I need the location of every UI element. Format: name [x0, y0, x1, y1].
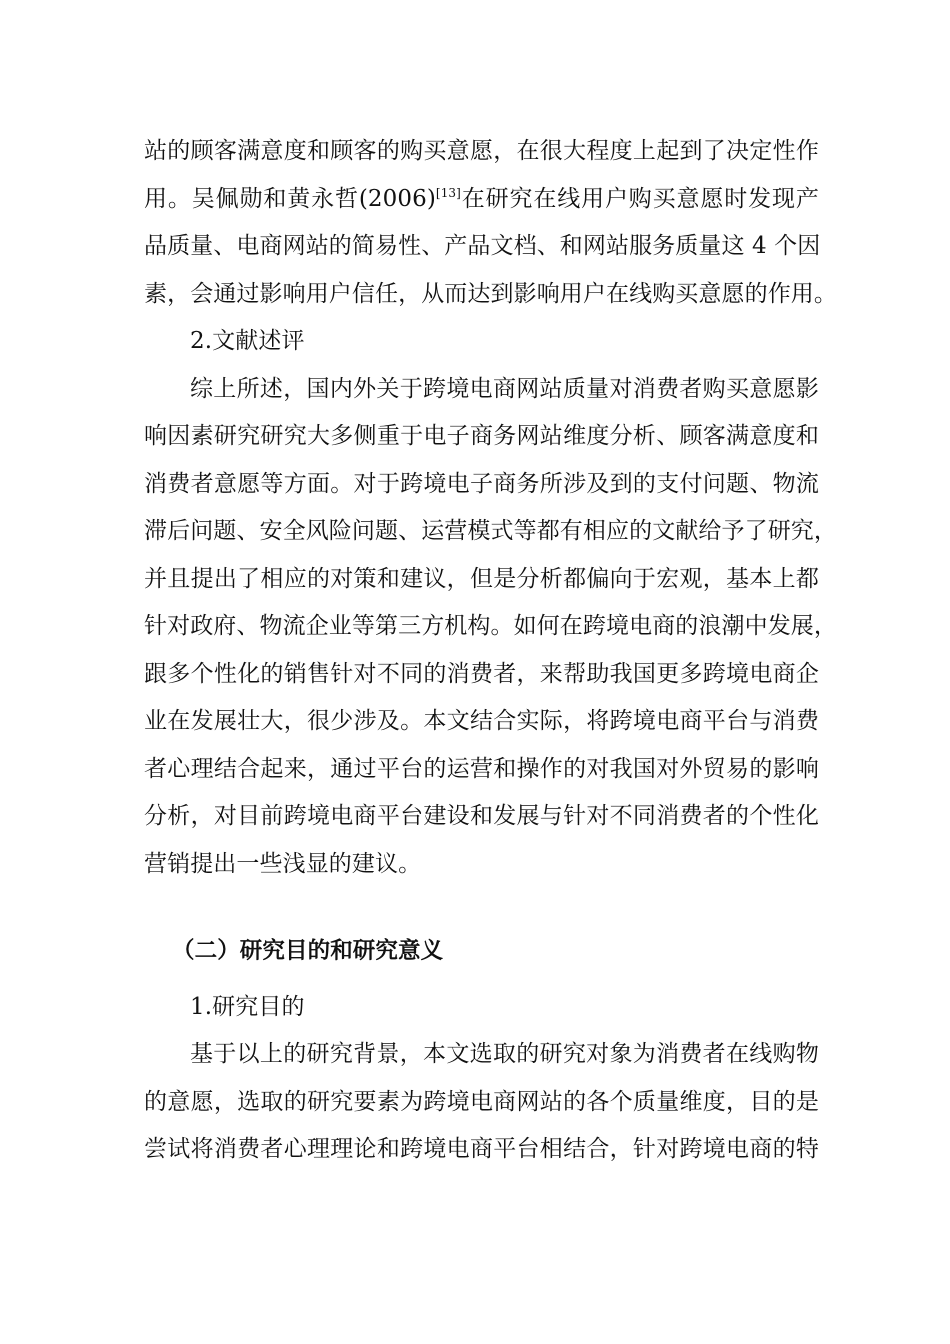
citation-reference: [13] [435, 185, 461, 200]
body-line: 针对政府、物流企业等第三方机构。如何在跨境电商的浪潮中发展， [144, 613, 837, 639]
body-line: 响因素研究研究大多侧重于电子商务网站维度分析、顾客满意度和 [144, 423, 819, 449]
body-line: 尝试将消费者心理理论和跨境电商平台相结合，针对跨境电商的特 [144, 1136, 819, 1162]
body-line: 营销提出一些浅显的建议。 [144, 850, 422, 877]
body-line: 跟多个性化的销售针对不同的消费者，来帮助我国更多跨境电商企 [144, 660, 819, 687]
heading-gap [144, 976, 819, 984]
body-line: 基于以上的研究背景，本文选取的研究对象为消费者在线购物 [190, 1041, 819, 1067]
body-line: 并且提出了相应的对策和建议，但是分析都偏向于宏观，基本上都 [144, 565, 819, 592]
subsection-title: 1.研究目的 [190, 993, 305, 1020]
body-line: 品质量、电商网站的简易性、产品文档、和网站服务质量这 4 个因 [144, 233, 821, 259]
body-line: 综上所述，国内外关于跨境电商网站质量对消费者购买意愿影 [190, 375, 819, 402]
text-segment: 用。吴佩勋和黄永哲(2006) [144, 185, 436, 212]
section-gap [144, 888, 819, 928]
body-line-with-citation [144, 176, 819, 224]
body-line: 的意愿，选取的研究要素为跨境电商网站的各个质量维度，目的是 [144, 1088, 819, 1115]
subsection-title: 2.文献述评 [190, 328, 305, 354]
body-line: 者心理结合起来，通过平台的运营和操作的对我国对外贸易的影响 [144, 755, 819, 782]
body-line: 滞后问题、安全风险问题、运营模式等都有相应的文献给予了研究， [144, 518, 837, 544]
section-heading: （二）研究目的和研究意义 [172, 938, 444, 964]
body-line: 站的顾客满意度和顾客的购买意愿，在很大程度上起到了决定性作 [144, 138, 819, 164]
body-line: 业在发展壮大，很少涉及。本文结合实际，将跨境电商平台与消费 [144, 708, 819, 734]
body-line: 分析，对目前跨境电商平台建设和发展与针对不同消费者的个性化 [144, 803, 819, 829]
document-page [144, 128, 837, 1174]
body-line: 消费者意愿等方面。对于跨境电子商务所涉及到的支付问题、物流 [144, 470, 819, 497]
text-segment: 在研究在线用户购买意愿时发现产 [460, 185, 819, 212]
body-line: 素，会通过影响用户信任，从而达到影响用户在线购买意愿的作用。 [144, 280, 837, 307]
